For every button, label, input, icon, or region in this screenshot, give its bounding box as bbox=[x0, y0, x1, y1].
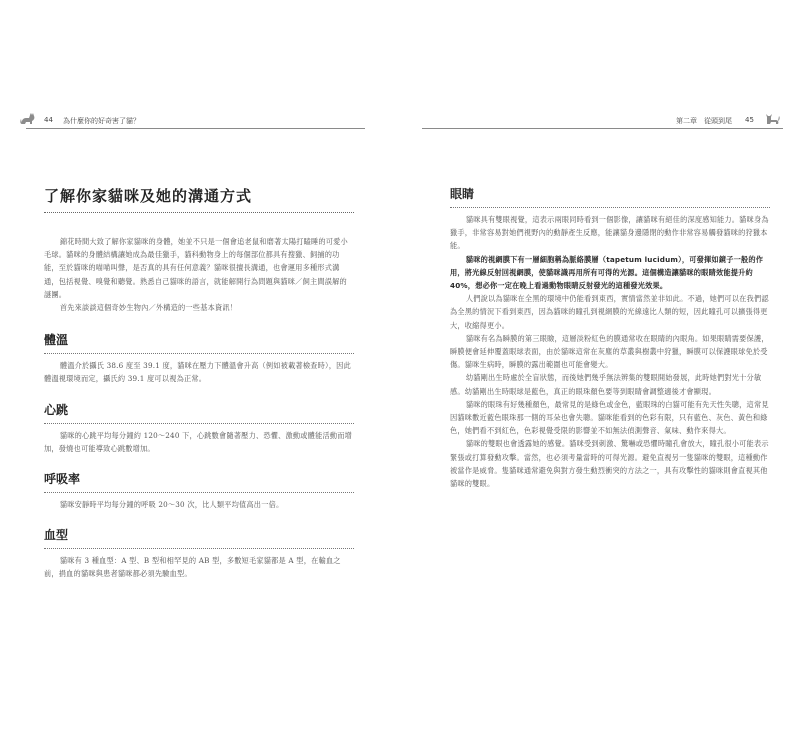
eye-paragraph: 貓咪的雙眼也會透露她的感覺。貓咪受到刺激、驚嚇或恐懼時瞳孔會放大，瞳孔很小可能表示緊張或打算發動攻擊。當然，也必須考量當時的可得光源。避免直視另一隻貓咪的雙眼，這種動作被當作是威脅。隻貓咪通常避免與對方發生動烈衝突的方法之一，具有攻擊性的貓咪則會直視其他貓咪的雙眼。 bbox=[450, 439, 769, 489]
eye-paragraph: 貓咪具有雙眼視覺，這表示兩眼同時看到一個影像，讓貓咪有絕佳的深度感知能力。貓咪身為獵手，非常容易對她們視野內的動靜產生反應，能讓貓身邊隱閉的動作非常容易觸發貓咪的狩獵本能。 bbox=[450, 215, 769, 251]
section-blood-type bbox=[44, 527, 354, 580]
cat-silhouette-icon bbox=[20, 112, 36, 126]
chapter-title-rule bbox=[44, 212, 354, 213]
left-header-rule bbox=[26, 128, 365, 129]
right-header-rule bbox=[422, 128, 783, 129]
section-temperature bbox=[44, 332, 354, 385]
section-heading: 心跳 bbox=[44, 402, 69, 417]
section-paragraph: 貓咪的心跳平均每分鐘約 120～240 下，心跳數會隨著壓力、恐懼、激動或體能活動而增加，發燒也可能導致心跳數增加。 bbox=[44, 430, 353, 453]
section-rule bbox=[44, 548, 354, 549]
left-running-title: 為什麼你的好奇害了貓？ bbox=[63, 117, 140, 125]
eye-paragraph: 貓咪的眼珠有好幾種顏色，最常見的是綠色或金色，藍眼珠的白貓可能有先天性失聰，這常見因貓咪數近藍色眼珠那一側的耳朵也會失聰。貓咪能看到的色彩有限，只有藍色、灰色、黃色和綠色，她們看不到紅色，色彩視覺受限的影響並不如無法偵測聲音、氣味、動作來得大。 bbox=[450, 399, 769, 436]
right-page-number: 45 bbox=[745, 116, 754, 124]
intro-paragraph: 錦花時間大致了解你家貓咪的身體，她並不只是一個會追老鼠和磨著太陽打瞌睡的可愛小毛球。貓咪的身體結構讓她成為最佳獵手，貓科動物身上的每個部位都具有搜獵、飼捕的功能，至於貓咪的喵喵叫聲，是否真的具有任何意義？貓咪很擅長溝通，也會運用多種形式溝通，包括視覺、嗅覺和聽覺。熟悉自己貓咪的語言，就能解開行為問題與貓咪／飼主間誤解的謎團。 bbox=[44, 237, 348, 299]
section-paragraph: 貓咪安靜時平均每分鐘的呼吸 20～30 次，比人類平均值高出一倍。 bbox=[59, 500, 284, 510]
eye-paragraph: 貓咪有名為瞬膜的第三眼瞼，這層淡粉紅色的膜通常收在眼睛的內眼角。如果眼睛需要保護，瞬膜便會延伸覆蓋眼球表面，由於貓咪這常在灰塵的草叢與樹叢中狩獵，瞬膜可以保護眼球免於受傷。貓咪生病時，瞬膜的露出範圍也可能會變大。 bbox=[450, 333, 769, 370]
section-heading: 血型 bbox=[44, 528, 69, 543]
right-running-title: 第二章 從頭到尾 bbox=[676, 117, 732, 125]
section-heartbeat bbox=[44, 402, 354, 455]
section-paragraph: 體溫介於攝氏 38.6 度至 39.1 度，貓咪在壓力下體溫會升高（例如被載著檢查時），因此體溫視環境而定，攝氏約 39.1 度可以視為正常。 bbox=[44, 361, 351, 384]
eye-paragraph: 幼貓剛出生時處於全盲狀態，而後她們幾乎無法辨集的雙眼開始發展，此時她們對光十分敏感。幼貓剛出生時眼球是藍色，真正的眼珠顏色要等到眼睛會調整適後才會顯現。 bbox=[450, 373, 762, 396]
cat-silhouette-icon bbox=[764, 112, 780, 126]
section-respiration bbox=[44, 471, 354, 511]
eye-paragraph: 人們說以為貓咪在全黑的環境中仍能看到東西，實情當然並非如此。不過，她們可以在我們認為全黑的情況下看到東西，因為貓咪的瞳孔到視網膜的光線遠比人類的短，因此瞳孔可以擴張得更大，收縮得更小。 bbox=[450, 294, 769, 330]
left-page-body bbox=[44, 186, 354, 581]
intro-block bbox=[44, 235, 354, 314]
section-heading: 體溫 bbox=[44, 333, 69, 348]
section-rule bbox=[44, 492, 354, 493]
section-heading: 眼睛 bbox=[450, 187, 475, 201]
section-heading: 呼吸率 bbox=[44, 472, 81, 487]
section-rule bbox=[44, 423, 354, 424]
section-rule bbox=[450, 207, 770, 208]
chapter-title: 了解你家貓咪及她的溝通方式 bbox=[44, 187, 253, 205]
right-page-body bbox=[450, 186, 770, 490]
intro-paragraph: 首先來談談這個奇妙生物內／外構造的一些基本資訊！ bbox=[59, 303, 238, 313]
section-paragraph: 貓咪有 3 種血型：A 型、B 型和相罕見的 AB 型，多數短毛家貓都是 A 型，在輸血之前，捐血的貓咪與患者貓咪都必須先驗血型。 bbox=[44, 556, 341, 579]
section-rule bbox=[44, 353, 354, 354]
eye-paragraph-emphasis: 貓咪的視網膜下有一層細胞稱為脈絡膜層（tapetum lucidum），可發揮如鏡子一般的作用，將光線反射回視網膜，使貓咪識再用所有可得的光源。這個構造讓貓咪的眼睛效能提升約 40%，想必你一定在晚上看過動物眼睛反射發光的這種發光效果。 bbox=[450, 254, 764, 291]
left-page-number: 44 bbox=[44, 116, 53, 124]
